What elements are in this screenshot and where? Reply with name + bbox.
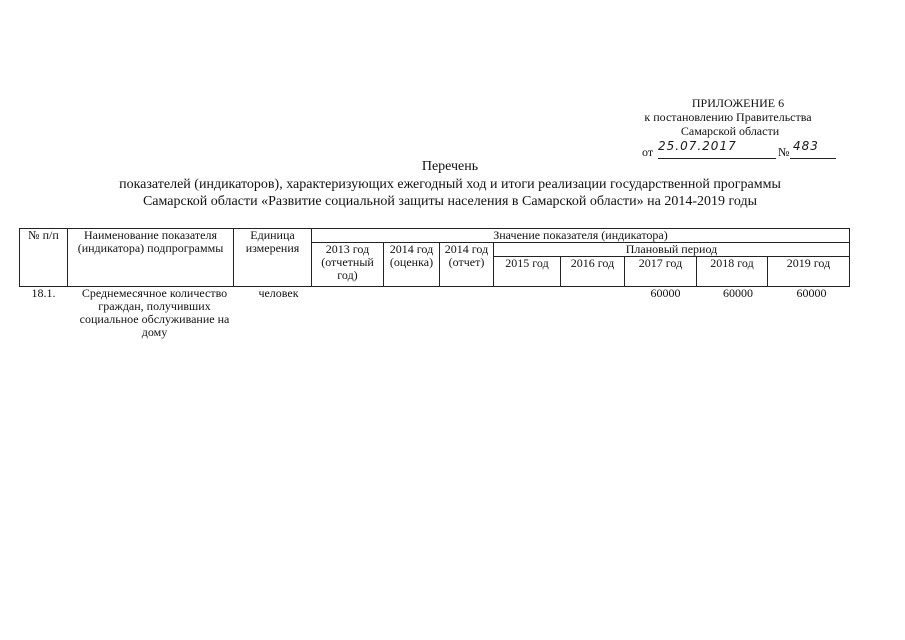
header-2019: 2019 год	[768, 257, 850, 287]
appendix-block	[600, 96, 840, 160]
header-2018: 2018 год	[697, 257, 768, 287]
header-planned-period: Плановый период	[494, 243, 850, 257]
appendix-resolution-line: к постановлению Правительства	[644, 110, 812, 124]
indicators-table	[19, 228, 850, 339]
table-row	[20, 287, 850, 340]
handwritten-number: 483	[793, 139, 819, 153]
cell-2018: 60000	[723, 286, 753, 300]
cell-2015	[494, 287, 561, 340]
handwritten-date: 25.07.2017	[658, 139, 737, 153]
header-2013: 2013 год (отчетный год)	[312, 243, 384, 287]
header-unit: Единица измерения	[234, 229, 312, 287]
cell-unit: человек	[258, 286, 299, 300]
heading-subtitle-1: показателей (индикаторов), характеризующих ежегодный ход и итоги реализации государственной программы	[119, 177, 781, 192]
header-2014-estimate: 2014 год (оценка)	[384, 243, 440, 287]
cell-2016	[561, 287, 625, 340]
cell-2013	[312, 287, 384, 340]
header-row-1	[20, 229, 850, 243]
cell-2019: 60000	[796, 286, 827, 300]
number-label: №	[778, 145, 790, 159]
cell-name: Среднемесячное количество граждан, получивших социальное обслуживание на дому	[79, 286, 230, 339]
header-2017: 2017 год	[625, 257, 697, 287]
header-2016: 2016 год	[561, 257, 625, 287]
appendix-date-number	[600, 138, 840, 160]
cell-2014-estimate	[384, 287, 440, 340]
cell-2017: 60000	[650, 286, 681, 300]
cell-num: 18.1.	[31, 286, 56, 300]
header-2015: 2015 год	[494, 257, 561, 287]
appendix-region-line: Самарской области	[680, 124, 780, 138]
heading-title: Перечень	[421, 159, 479, 174]
heading-subtitle-2: Самарской области «Развитие социальной защиты населения в Самарской области» на 2014-2019 годы	[142, 194, 758, 209]
header-name: Наименование показателя (индикатора) подпрограммы	[68, 229, 234, 287]
appendix-title: ПРИЛОЖЕНИЕ 6	[691, 96, 785, 110]
header-2014-report: 2014 год (отчет)	[440, 243, 494, 287]
header-value-group: Значение показателя (индикатора)	[312, 229, 850, 243]
cell-2014-report	[440, 287, 494, 340]
header-num: № п/п	[20, 229, 68, 287]
from-label: от	[642, 145, 654, 159]
